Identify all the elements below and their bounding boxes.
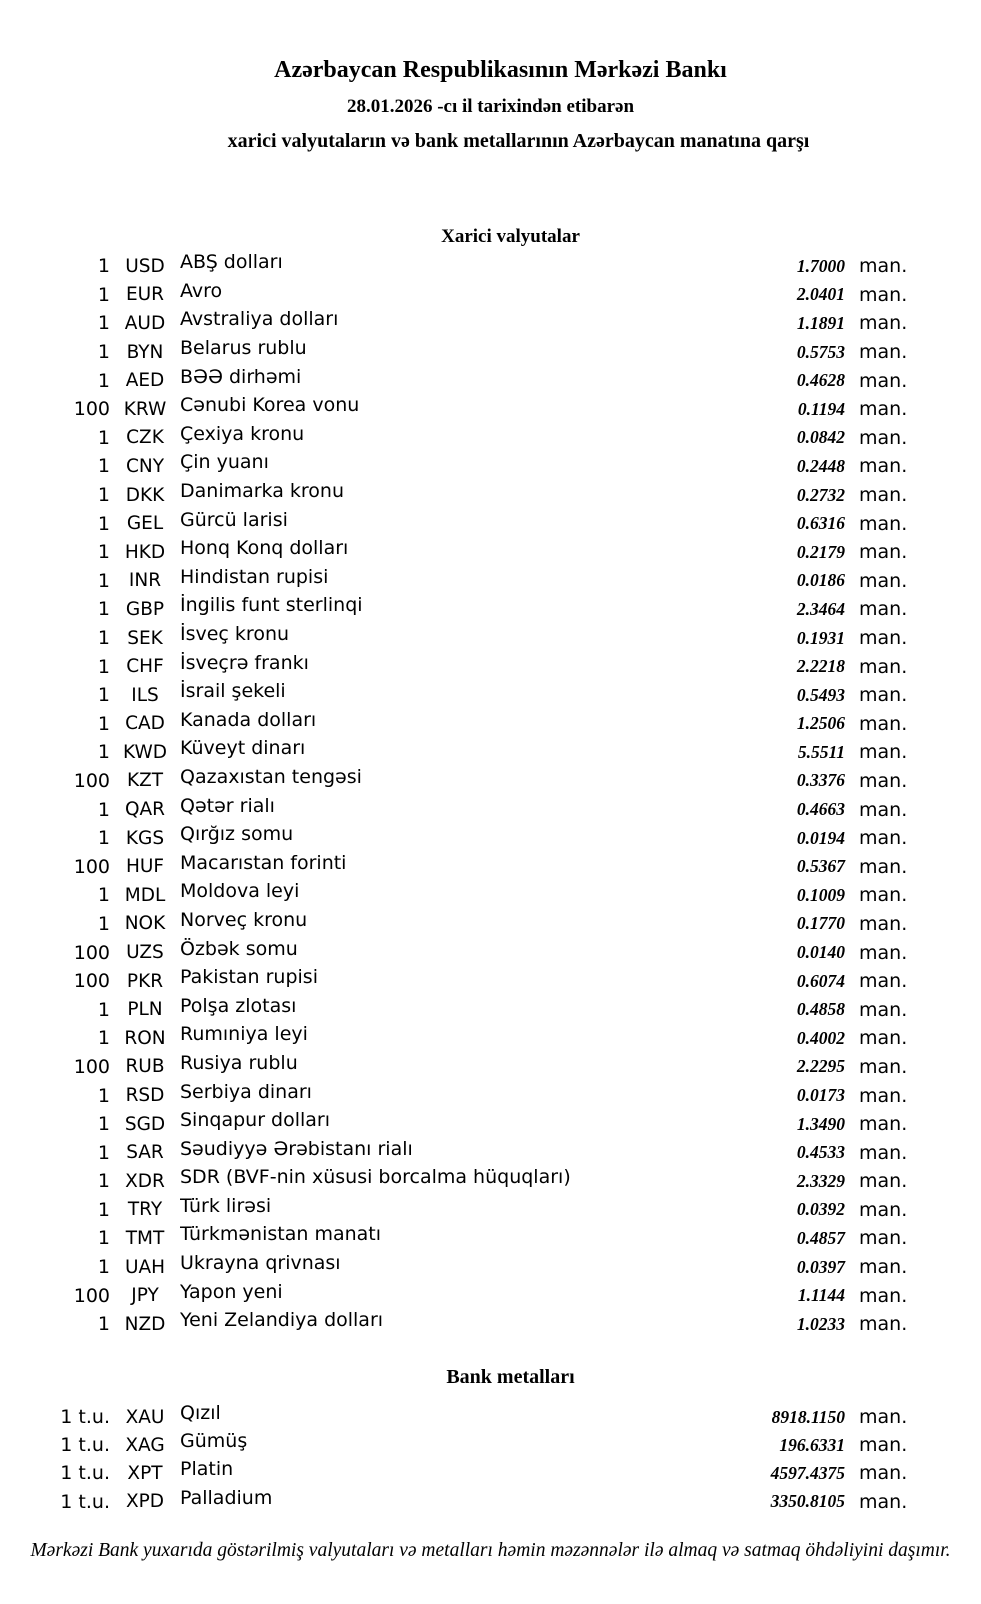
currency-name: Qazaxıstan tengəsi	[180, 765, 362, 788]
currency-code: SAR	[126, 1142, 164, 1164]
currency-name: Sinqapur dolları	[180, 1109, 331, 1132]
unit-label: man.	[859, 1434, 908, 1457]
unit-label: man.	[859, 712, 908, 735]
rate-value: 0.0392	[796, 1199, 845, 1220]
currency-code: XPD	[125, 1491, 165, 1513]
currency-name: Hindistan rupisi	[180, 565, 329, 588]
rate-row	[0, 938, 981, 967]
rate-value: 0.4663	[796, 799, 845, 820]
rate-row	[0, 1253, 981, 1282]
unit-label: man.	[859, 1227, 908, 1250]
unit-label: man.	[859, 1170, 908, 1193]
unit-label: man.	[859, 855, 908, 878]
quantity-label: 1	[97, 712, 110, 735]
quantity-label: 1	[97, 341, 110, 364]
rate-value: 0.0186	[796, 570, 845, 591]
rate-row	[0, 1053, 981, 1082]
currency-name: Yapon yeni	[180, 1280, 283, 1303]
currency-code: RON	[124, 1027, 166, 1049]
currency-code: GBP	[125, 598, 165, 620]
currency-code: QAR	[124, 799, 166, 821]
quantity-label: 1	[97, 741, 110, 764]
rate-value: 5.5511	[797, 741, 845, 762]
currency-name: Pakistan rupisi	[180, 966, 318, 989]
quantity-label: 1	[97, 1141, 110, 1164]
rate-value: 2.0401	[796, 284, 845, 305]
unit-label: man.	[859, 798, 908, 821]
quantity-label: 100	[73, 970, 110, 993]
currency-name: İsrail şekeli	[180, 680, 286, 703]
rate-value: 0.4628	[796, 370, 845, 391]
unit-label: man.	[859, 1490, 908, 1513]
effective-date: 28.01.2026 -cı il tarixindən etibarən	[346, 96, 635, 117]
rate-value: 0.1770	[796, 913, 845, 934]
currency-code: CAD	[125, 713, 165, 735]
unit-label: man.	[859, 970, 908, 993]
currency-code: INR	[128, 570, 162, 592]
currency-name: Gümüş	[180, 1430, 248, 1453]
rate-row	[0, 252, 981, 281]
quantity-label: 1 t.u.	[60, 1462, 110, 1485]
quantity-label: 1	[97, 1027, 110, 1050]
currency-name: Çin yuanı	[180, 451, 269, 474]
rate-row	[0, 509, 981, 538]
currency-code: EUR	[125, 284, 165, 306]
currency-code: PKR	[126, 970, 164, 992]
quantity-label: 1 t.u.	[60, 1406, 110, 1429]
quantity-label: 1	[97, 312, 110, 335]
rate-row	[0, 824, 981, 853]
currency-code: USD	[125, 255, 165, 277]
unit-label: man.	[859, 283, 908, 306]
currency-name: Rusiya rublu	[180, 1051, 298, 1074]
rate-row	[0, 538, 981, 567]
currency-name: Rumıniya leyi	[180, 1023, 308, 1046]
currency-name: Moldova leyi	[180, 880, 300, 903]
unit-label: man.	[859, 1141, 908, 1164]
quantity-label: 1	[97, 684, 110, 707]
rate-row	[0, 424, 981, 453]
unit-label: man.	[859, 455, 908, 478]
quantity-label: 100	[73, 855, 110, 878]
rate-value: 0.1009	[796, 884, 845, 905]
currency-name: İsveç kronu	[180, 623, 290, 646]
quantity-label: 1	[97, 998, 110, 1021]
quantity-label: 100	[73, 769, 110, 792]
currency-code: CNY	[125, 455, 165, 477]
currency-code: MDL	[124, 884, 166, 906]
rate-value: 1.7000	[796, 255, 845, 276]
rate-value: 0.1931	[796, 627, 845, 648]
unit-label: man.	[859, 998, 908, 1021]
currency-name: Cənubi Korea vonu	[180, 394, 360, 417]
rate-value: 0.4857	[796, 1227, 845, 1248]
quantity-label: 1	[97, 1084, 110, 1107]
rate-row	[0, 710, 981, 739]
currency-name: Qızıl	[180, 1402, 221, 1425]
unit-label: man.	[859, 426, 908, 449]
rate-row	[0, 1310, 981, 1339]
currency-code: DKK	[125, 484, 165, 506]
quantity-label: 1	[97, 283, 110, 306]
quantity-label: 1	[97, 484, 110, 507]
currency-name: Yeni Zelandiya dolları	[180, 1309, 384, 1332]
rate-value: 1.3490	[796, 1113, 845, 1134]
currency-code: HKD	[124, 541, 166, 563]
unit-label: man.	[859, 1462, 908, 1485]
rate-row	[0, 281, 981, 310]
rate-row	[0, 452, 981, 481]
rate-row	[0, 1224, 981, 1253]
currency-name: Türkmənistan manatı	[180, 1223, 382, 1246]
quantity-label: 1	[97, 1198, 110, 1221]
unit-label: man.	[859, 1027, 908, 1050]
currency-code: HUF	[125, 856, 165, 878]
currency-name: Özbək somu	[180, 937, 298, 960]
unit-label: man.	[859, 1284, 908, 1307]
rate-value: 0.6316	[796, 513, 845, 534]
currency-code: AED	[125, 370, 165, 392]
rate-row	[0, 881, 981, 910]
quantity-label: 1	[97, 1227, 110, 1250]
quantity-label: 1	[97, 255, 110, 278]
currency-code: XAG	[125, 1434, 165, 1456]
unit-label: man.	[859, 1113, 908, 1136]
currency-code: KWD	[122, 741, 167, 763]
rate-row	[0, 309, 981, 338]
currency-code: JPY	[131, 1285, 159, 1307]
currency-name: Macarıstan forinti	[180, 851, 347, 874]
rate-row	[0, 1196, 981, 1225]
currency-code: UZS	[126, 942, 164, 964]
rate-value: 0.0194	[796, 827, 845, 848]
rate-row	[0, 366, 981, 395]
unit-label: man.	[859, 512, 908, 535]
rate-row	[0, 1081, 981, 1110]
rate-value: 4597.4375	[770, 1462, 845, 1483]
currency-code: PLN	[127, 999, 163, 1021]
currency-code: UAH	[124, 1256, 166, 1278]
unit-label: man.	[859, 884, 908, 907]
quantity-label: 1	[97, 912, 110, 935]
unit-label: man.	[859, 741, 908, 764]
unit-label: man.	[859, 1313, 908, 1336]
currency-name: SDR (BVF-nin xüsusi borcalma hüquqları)	[180, 1166, 571, 1189]
rate-value: 3350.8105	[770, 1491, 845, 1512]
rate-value: 0.0842	[796, 427, 845, 448]
unit-label: man.	[859, 684, 908, 707]
rate-value: 0.2448	[796, 455, 845, 476]
unit-label: man.	[859, 541, 908, 564]
rate-row	[0, 995, 981, 1024]
currency-name: Polşa zlotası	[180, 994, 297, 1017]
unit-label: man.	[859, 598, 908, 621]
currency-name: ABŞ dolları	[180, 251, 283, 274]
unit-label: man.	[859, 369, 908, 392]
quantity-label: 1	[97, 1313, 110, 1336]
rate-row	[0, 595, 981, 624]
rate-row	[0, 338, 981, 367]
currency-name: İsveçrə frankı	[180, 651, 309, 674]
quantity-label: 1	[97, 627, 110, 650]
page-title: Azərbaycan Respublikasının Mərkəzi Bankı	[274, 57, 727, 83]
rate-row	[0, 910, 981, 939]
rate-row	[0, 1459, 981, 1487]
quantity-label: 1	[97, 541, 110, 564]
rate-row	[0, 1110, 981, 1139]
rate-row	[0, 567, 981, 596]
currency-name: Avro	[180, 279, 223, 302]
quantity-label: 1	[97, 1113, 110, 1136]
currency-name: Ukrayna qrivnası	[180, 1252, 341, 1275]
quantity-label: 1 t.u.	[60, 1490, 110, 1513]
rate-row	[0, 1167, 981, 1196]
rate-row	[0, 1403, 981, 1431]
unit-label: man.	[859, 941, 908, 964]
unit-label: man.	[859, 1084, 908, 1107]
unit-label: man.	[859, 1256, 908, 1279]
currency-code: KZT	[126, 770, 164, 792]
currency-name: Norveç kronu	[180, 908, 308, 931]
quantity-label: 1	[97, 798, 110, 821]
quantity-label: 1	[97, 426, 110, 449]
currency-code: NOK	[124, 913, 166, 935]
rate-value: 0.4002	[796, 1027, 845, 1048]
quantity-label: 100	[73, 1284, 110, 1307]
rate-value: 0.2179	[796, 541, 845, 562]
currency-code: KRW	[123, 398, 167, 420]
rate-value: 1.1144	[797, 1285, 845, 1306]
quantity-label: 1	[97, 369, 110, 392]
rate-value: 1.2506	[796, 713, 845, 734]
rate-value: 0.4533	[796, 1142, 845, 1163]
page-subtitle: xarici valyutaların və bank metallarının Azərbaycan manatına qarşı	[227, 130, 810, 152]
rate-value: 0.6074	[796, 970, 845, 991]
rate-row	[0, 1138, 981, 1167]
rate-row	[0, 681, 981, 710]
rate-value: 2.3464	[796, 598, 845, 619]
rate-row	[0, 624, 981, 653]
rate-value: 0.5367	[796, 856, 845, 877]
currency-name: BƏƏ dirhəmi	[180, 365, 302, 388]
rate-value: 0.2732	[796, 484, 845, 505]
currency-name: Çexiya kronu	[180, 422, 305, 445]
currency-code: NZD	[124, 1313, 166, 1335]
currency-code: XAU	[125, 1406, 165, 1428]
currency-code: TRY	[127, 1199, 163, 1221]
metals-section-title: Bank metalları	[446, 1366, 575, 1388]
currency-name: Palladium	[180, 1486, 273, 1509]
disclaimer-text: Mərkəzi Bank yuxarıda göstərilmiş valyutaları və metalları həmin məzənnələr ilə almaq və satmaq öhdəliyini daşımır.	[30, 1540, 951, 1561]
quantity-label: 100	[73, 398, 110, 421]
currency-code: CZK	[126, 427, 164, 449]
currency-name: Avstraliya dolları	[180, 308, 339, 331]
unit-label: man.	[859, 398, 908, 421]
rate-value: 2.3329	[796, 1170, 845, 1191]
currency-code: BYN	[126, 341, 164, 363]
currency-code: XDR	[125, 1170, 165, 1192]
rate-value: 1.0233	[796, 1313, 845, 1334]
rate-value: 0.1194	[797, 398, 845, 419]
currency-code: XPT	[127, 1462, 163, 1484]
currency-name: Qətər rialı	[180, 794, 275, 817]
unit-label: man.	[859, 627, 908, 650]
currency-name: Gürcü larisi	[180, 508, 288, 531]
currency-code: GEL	[126, 513, 164, 535]
unit-label: man.	[859, 655, 908, 678]
rate-value: 0.5753	[796, 341, 845, 362]
rate-row	[0, 1281, 981, 1310]
rate-value: 0.4858	[796, 999, 845, 1020]
quantity-label: 1	[97, 1256, 110, 1279]
unit-label: man.	[859, 255, 908, 278]
currency-code: RUB	[125, 1056, 165, 1078]
unit-label: man.	[859, 341, 908, 364]
rate-value: 0.0140	[796, 942, 845, 963]
rate-row	[0, 852, 981, 881]
currency-code: SEK	[127, 627, 163, 649]
rate-row	[0, 652, 981, 681]
rate-row	[0, 767, 981, 796]
unit-label: man.	[859, 1406, 908, 1429]
unit-label: man.	[859, 1055, 908, 1078]
quantity-label: 1	[97, 569, 110, 592]
currency-code: AUD	[124, 312, 166, 334]
quantity-label: 1	[97, 512, 110, 535]
quantity-label: 1 t.u.	[60, 1434, 110, 1457]
rate-row	[0, 481, 981, 510]
currency-name: Belarus rublu	[180, 337, 307, 360]
currency-name: Serbiya dinarı	[180, 1080, 312, 1103]
rate-row	[0, 738, 981, 767]
currency-code: ILS	[131, 684, 159, 706]
unit-label: man.	[859, 484, 908, 507]
quantity-label: 1	[97, 598, 110, 621]
currency-name: Səudiyyə Ərəbistanı rialı	[180, 1137, 413, 1160]
quantity-label: 1	[97, 1170, 110, 1193]
rate-value: 2.2295	[796, 1056, 845, 1077]
currency-name: Türk lirəsi	[180, 1194, 272, 1217]
unit-label: man.	[859, 312, 908, 335]
currencies-section-title: Xarici valyutalar	[441, 226, 580, 247]
currency-name: Kanada dolları	[180, 708, 317, 731]
rate-row	[0, 395, 981, 424]
currency-name: Honq Konq dolları	[180, 537, 349, 560]
rate-value: 2.2218	[796, 656, 845, 677]
quantity-label: 1	[97, 827, 110, 850]
quantity-label: 1	[97, 884, 110, 907]
quantity-label: 100	[73, 941, 110, 964]
unit-label: man.	[859, 769, 908, 792]
unit-label: man.	[859, 827, 908, 850]
currency-code: RSD	[125, 1085, 165, 1107]
currency-code: KGS	[125, 827, 165, 849]
rate-row	[0, 1488, 981, 1516]
rate-row	[0, 795, 981, 824]
currency-code: SGD	[124, 1113, 166, 1135]
currency-name: Küveyt dinarı	[180, 737, 306, 760]
unit-label: man.	[859, 912, 908, 935]
unit-label: man.	[859, 569, 908, 592]
rate-value: 196.6331	[779, 1434, 845, 1455]
metals-table	[0, 1403, 981, 1516]
currencies-table	[0, 252, 981, 1339]
rate-value: 1.1891	[796, 312, 845, 333]
currency-name: İngilis funt sterlinqi	[180, 594, 363, 617]
quantity-label: 100	[73, 1055, 110, 1078]
rate-value: 0.5493	[796, 684, 845, 705]
rate-row	[0, 967, 981, 996]
quantity-label: 1	[97, 655, 110, 678]
currency-code: CHF	[126, 656, 164, 678]
currency-code: TMT	[125, 1227, 165, 1249]
rate-value: 8918.1150	[771, 1406, 845, 1427]
currency-name: Platin	[180, 1458, 234, 1481]
rate-row	[0, 1024, 981, 1053]
rate-value: 0.0397	[796, 1256, 845, 1277]
currency-name: Danimarka kronu	[180, 480, 345, 503]
rate-row	[0, 1431, 981, 1459]
rate-value: 0.3376	[796, 770, 845, 791]
quantity-label: 1	[97, 455, 110, 478]
rate-value: 0.0173	[796, 1085, 845, 1106]
currency-name: Qırğız somu	[180, 823, 294, 846]
unit-label: man.	[859, 1198, 908, 1221]
